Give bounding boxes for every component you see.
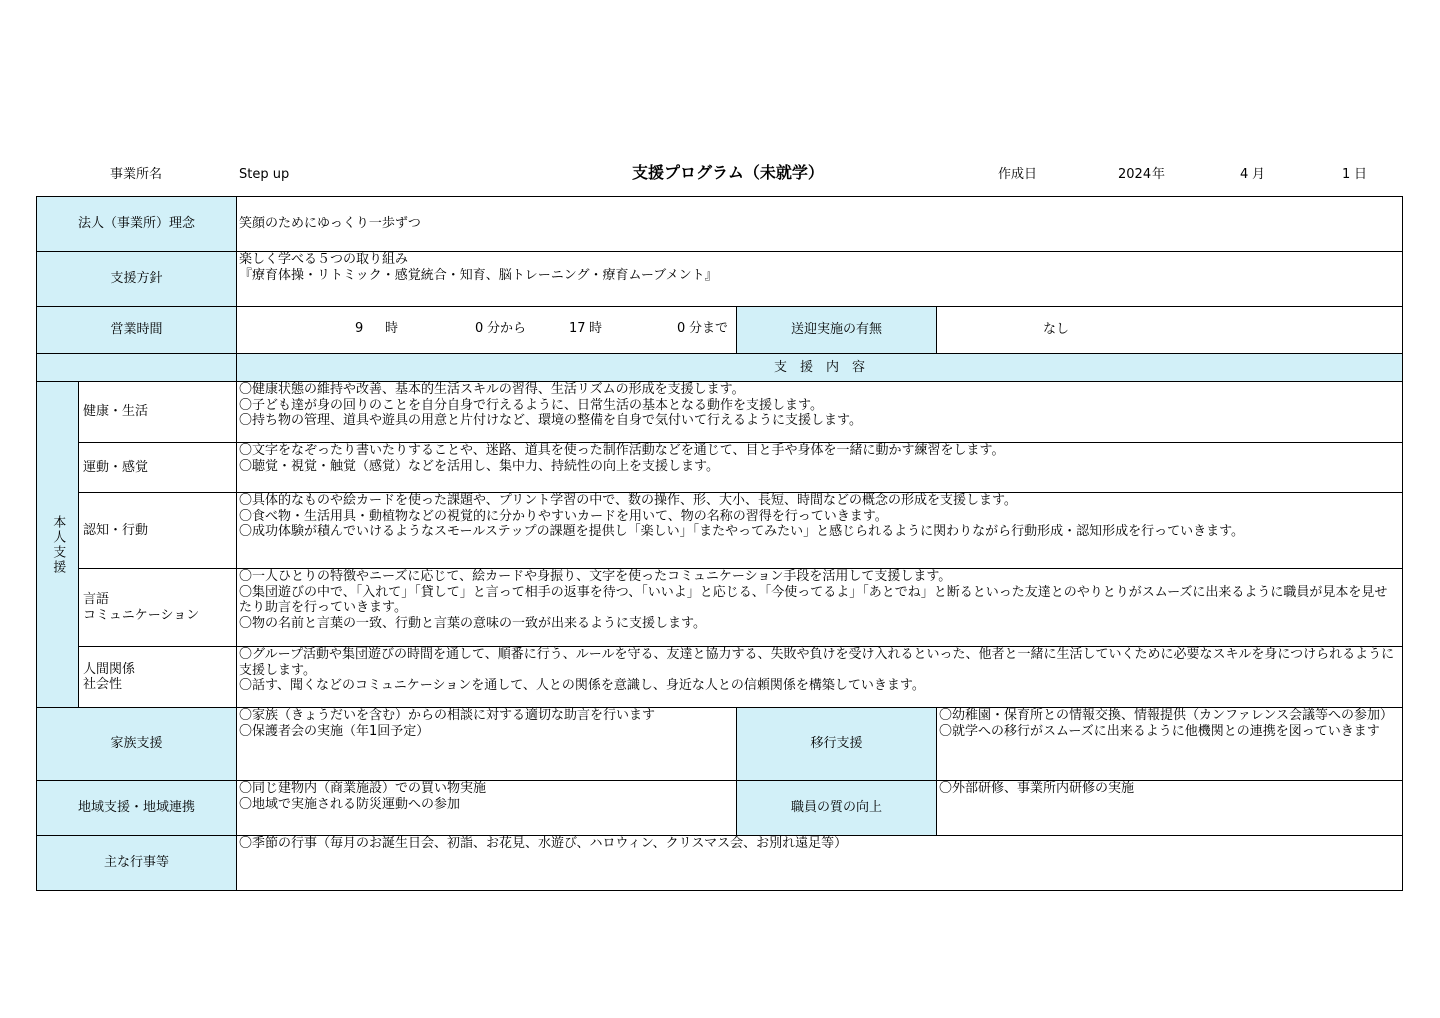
- personal-row-content: [237, 493, 1403, 569]
- support-content-header-row: [37, 354, 1403, 382]
- content-line: 〇成功体験が積んでいけるようなスモールステップの課題を提供し「楽しい」「またやってみたい」と感じられるように関わりながら行動形成・認知形成を行っていきます。: [239, 524, 1245, 539]
- personal-row-label: 言語 コミュニケーション: [79, 569, 237, 647]
- events-label: 主な行事等: [37, 836, 237, 891]
- transition-support-content: [937, 708, 1403, 781]
- personal-row-content: [237, 382, 1403, 443]
- personal-row: [37, 569, 1403, 647]
- content-line: 〇聴覚・視覚・触覚（感覚）などを活用し、集中力、持続性の向上を支援します。: [239, 458, 719, 474]
- family-transition-row: [37, 708, 1403, 781]
- community-staff-row: [37, 781, 1403, 836]
- content-line: 〇文字をなぞったり書いたりすることや、迷路、道具を使った制作活動などを通じて、目と手や身体を一緒に動かす練習をします。: [239, 443, 1005, 458]
- content-line: 〇集団遊びの中で、「入れて」「貸して」と言って相手の返事を待つ、「いいよ」と応じる、「今使ってるよ」「あとでね」と断るといった友達とのやりとりがスムーズに出来るように職員が見本を見せたり助言を行っていきます。: [239, 584, 1388, 615]
- family-support-label: 家族支援: [37, 708, 237, 781]
- hours-label: 営業時間: [37, 307, 237, 354]
- transport-label: 送迎実施の有無: [737, 307, 937, 354]
- office-name-label: 事業所名: [110, 167, 163, 182]
- support-content-header-blank: [37, 354, 237, 382]
- philosophy-value: 笑顔のためにゆっくり一歩ずつ: [237, 197, 1403, 252]
- support-program-table: [36, 196, 1403, 891]
- content-line: 〇外部研修、事業所内研修の実施: [939, 781, 1135, 796]
- personal-row-content: [237, 569, 1403, 647]
- created-year-unit: 年: [1152, 167, 1166, 182]
- content-line: 〇物の名前と言葉の一致、行動と言葉の意味の一致が出来るように支援します。: [239, 615, 706, 631]
- content-line: 〇グループ活動や集団遊びの時間を通して、順番に行う、ルールを守る、友達と協力する、失敗や負けを受け入れるといった、他者と一緒に生活していくために必要なスキルを身につけられるように支援します。: [239, 647, 1395, 678]
- events-row: [37, 836, 1403, 891]
- personal-row-label: 健康・生活: [79, 382, 237, 443]
- transport-value: なし: [937, 307, 1403, 354]
- created-year: 2024: [1118, 167, 1152, 182]
- policy-value: [237, 252, 1403, 307]
- philosophy-row: [37, 197, 1403, 252]
- content-line: 〇地域で実施される防災運動への参加: [239, 796, 461, 812]
- policy-label: 支援方針: [37, 252, 237, 307]
- end-minute: 0: [677, 321, 686, 336]
- personal-row-label: 運動・感覚: [79, 443, 237, 493]
- content-line: 〇話す、聞くなどのコミュニケーションを通して、人との関係を意識し、身近な人との信頼関係を構築していきます。: [239, 678, 925, 693]
- content-line: 〇子ども達が身の回りのことを自分自身で行えるように、日常生活の基本となる動作を支援します。: [239, 397, 823, 413]
- content-line: 〇同じ建物内（商業施設）での買い物実施: [239, 781, 487, 796]
- start-hour: 9: [355, 321, 364, 336]
- office-name-value: Step up: [239, 167, 290, 182]
- page-title: 支援プログラム（未就学）: [632, 163, 824, 182]
- personal-row: [37, 647, 1403, 708]
- personal-row-content: [237, 443, 1403, 493]
- personal-row-content: [237, 647, 1403, 708]
- created-day-unit: 日: [1354, 167, 1368, 182]
- transition-support-label: 移行支援: [737, 708, 937, 781]
- content-line: 〇健康状態の維持や改善、基本的生活スキルの習得、生活リズムの形成を支援します。: [239, 382, 745, 397]
- support-content-header: 支 援 内 容: [237, 354, 1403, 382]
- policy-row: [37, 252, 1403, 307]
- created-date-label: 作成日: [998, 167, 1038, 182]
- content-line: 〇保護者会の実施（年1回予定）: [239, 723, 430, 739]
- to-text: 分まで: [689, 321, 729, 336]
- personal-row: [37, 493, 1403, 569]
- start-hour-unit: 時: [385, 321, 399, 336]
- content-line: 〇幼稚園・保育所との情報交換、情報提供（カンファレンス会議等への参加）: [939, 708, 1394, 723]
- events-content: [237, 836, 1403, 891]
- content-line: 〇家族（きょうだいを含む）からの相談に対する適切な助言を行います: [239, 708, 656, 723]
- personal-row-label: 認知・行動: [79, 493, 237, 569]
- policy-line: 『療育体操・リトミック・感覚統合・知育、脳トレーニング・療育ムーブメント』: [239, 267, 718, 283]
- personal-row: [37, 443, 1403, 493]
- end-hour: 17: [569, 321, 586, 336]
- philosophy-label: 法人（事業所）理念: [37, 197, 237, 252]
- content-line: 〇季節の行事（毎月のお誕生日会、初詣、お花見、水遊び、ハロウィン、クリスマス会、お別れ遠足等）: [239, 836, 848, 851]
- personal-support-label-text: 本人支援: [50, 514, 66, 575]
- created-month: 4: [1240, 167, 1249, 182]
- end-hour-unit: 時: [589, 321, 603, 336]
- family-support-content: [237, 708, 737, 781]
- personal-row-label: 人間関係 社会性: [79, 647, 237, 708]
- from-text: 分から: [487, 321, 527, 336]
- personal-row: [37, 382, 1403, 443]
- content-line: 〇食べ物・生活用具・動植物などの視覚的に分かりやすいカードを用いて、物の名称の習得を行っていきます。: [239, 508, 888, 524]
- personal-support-label: [37, 382, 79, 708]
- created-month-unit: 月: [1252, 167, 1266, 182]
- created-day: 1: [1342, 167, 1351, 182]
- content-line: 〇具体的なものや絵カードを使った課題や、プリント学習の中で、数の操作、形、大小、長短、時間などの概念の形成を支援します。: [239, 493, 1017, 508]
- start-minute: 0: [475, 321, 484, 336]
- community-support-label: 地域支援・地域連携: [37, 781, 237, 836]
- content-line: 〇就学への移行がスムーズに出来るように他機関との連携を図っていきます: [939, 723, 1380, 739]
- staff-quality-label: 職員の質の向上: [737, 781, 937, 836]
- content-line: 〇一人ひとりの特徴やニーズに応じて、絵カードや身振り、文字を使ったコミュニケーション手段を活用して支援します。: [239, 569, 952, 584]
- staff-quality-content: [937, 781, 1403, 836]
- community-support-content: [237, 781, 737, 836]
- hours-row: [37, 307, 1403, 354]
- content-line: 〇持ち物の管理、道具や遊具の用意と片付けなど、環境の整備を自身で気付いて行えるように支援します。: [239, 413, 862, 428]
- policy-line: 楽しく学べる５つの取り組み: [239, 252, 409, 267]
- hours-value: [237, 307, 737, 354]
